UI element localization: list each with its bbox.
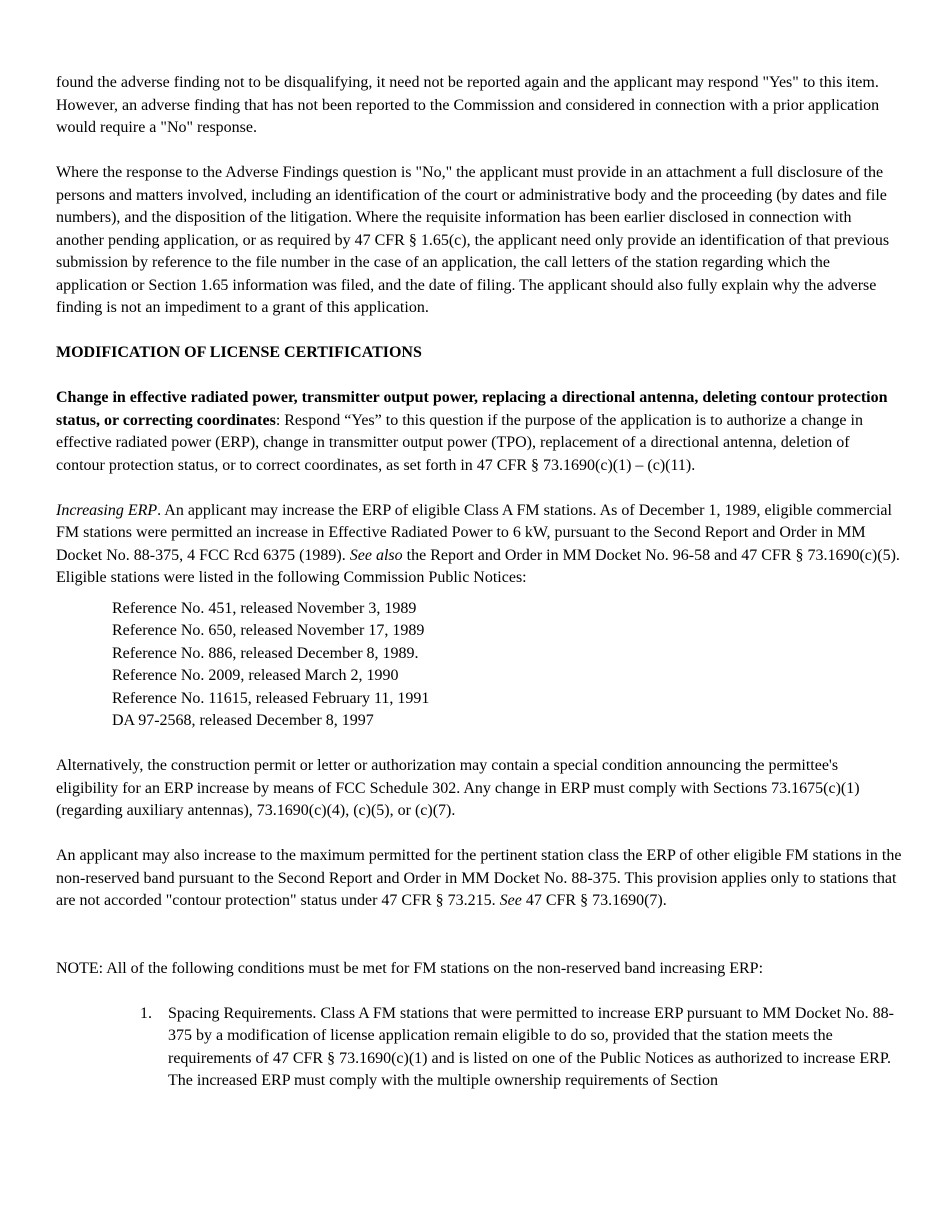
reference-item: Reference No. 650, released November 17, 1989 (112, 622, 425, 639)
public-notice-references (112, 598, 902, 733)
note-paragraph: NOTE: All of the following conditions must be met for FM stations on the non-reserved band increasing ERP: (56, 959, 764, 977)
reference-item: Reference No. 11615, released February 11, 1991 (112, 689, 430, 707)
also-increase-text-2: 47 CFR § 73.1690(7). (521, 892, 667, 909)
condition-item (140, 1003, 902, 1093)
alternative-paragraph: Alternatively, the construction permit or letter or authorization may contain a special condition announcing the permittee's eligibility for an ERP increase by means of FCC Schedule 302. Any change in ERP must comply with Sections 73.1675(c)(1) (regarding auxiliary antennas), 73.1690(c)(4), (c)(5), or (c)(7). (56, 757, 860, 819)
condition-number: 1. (140, 1004, 152, 1022)
change-erp-text: : Respond “Yes” to this question if the purpose of the application is to authorize a change in effective radiated power (ERP), change in transmitter output power (TPO), replacement of a directional antenna, deletion of contour protection status, or to correct coordinates, as set forth in 47 CFR § 73.1690(c)(1) – (c)(11). (56, 411, 863, 474)
also-increase-paragraph (56, 845, 902, 913)
document-page (56, 72, 902, 1093)
reference-item: Reference No. 886, released December 8, 1989. (112, 644, 419, 662)
increasing-erp-paragraph (56, 500, 902, 590)
change-erp-paragraph (56, 387, 902, 477)
see-also-italic: See also (349, 546, 403, 564)
condition-text: Spacing Requirements. Class A FM stations that were permitted to increase ERP pursuant to MM Docket No. 88-375 by a modification of license application remain eligible to do so, provided that the station meets the requirements of 47 CFR § 73.1690(c)(1) and is listed on one of the Public Notices as authorized to increase ERP. The increased ERP must comply with the multiple ownership requirements of Section (168, 1004, 894, 1089)
also-increase-text-1: An applicant may also increase to the maximum permitted for the pertinent station class the ERP of other eligible FM stations in the non-reserved band pursuant to the Second Report and Order in MM Docket No. 88-375. This provision applies only to stations that are not accorded "contour protection" status under 47 CFR § 73.215. (56, 847, 902, 909)
increasing-erp-text-2: the Report and Order in MM Docket No. 96-58 and 47 CFR § 73.1690(c)(5). Eligible stations were listed in the following Commission Public Notices: (56, 546, 900, 586)
reference-item: DA 97-2568, released December 8, 1997 (112, 712, 374, 729)
increasing-erp-text-1: . An applicant may increase the ERP of eligible Class A FM stations. As of December 1, 1989, eligible commercial FM stations were permitted an increase in Effective Radiated Power to 6 kW, pursuant to the Second Report and Order in MM Docket No. 88-375, 4 FCC Rcd 6375 (1989). (56, 501, 892, 564)
adverse-findings-no-paragraph: Where the response to the Adverse Findings question is "No," the applicant must provide in an attachment a full disclosure of the persons and matters involved, including an identification of the court or administrative body and the proceeding (by dates and file numbers), and the disposition of the litigation. Where the requisite information has been earlier disclosed in connection with another pending application, or as required by 47 CFR § 1.65(c), the applicant need only provide an identification of that previous submission by reference to the file number in the case of an application, the call letters of the station regarding which the application or Section 1.65 information was filed, and the date of filing. The applicant should also fully explain why the adverse finding is not an impediment to a grant of this application. (56, 164, 890, 316)
see-italic: See (499, 892, 522, 909)
reference-item: Reference No. 2009, released March 2, 1990 (112, 667, 399, 684)
increasing-erp-lead: Increasing ERP (56, 501, 158, 519)
reference-item: Reference No. 451, released November 3, 1989 (112, 599, 417, 617)
conditions-list (56, 1003, 902, 1093)
adverse-finding-paragraph: found the adverse finding not to be disqualifying, it need not be reported again and the applicant may respond "Yes" to this item. However, an adverse finding that has not been reported to the Commission and considered in connection with a prior application would require a "No" response. (56, 74, 880, 136)
change-erp-lead: Change in effective radiated power, transmitter output power, replacing a directional antenna, deleting contour protection status, or correcting coordinates (56, 389, 888, 429)
section-heading: MODIFICATION OF LICENSE CERTIFICATIONS (56, 344, 422, 361)
